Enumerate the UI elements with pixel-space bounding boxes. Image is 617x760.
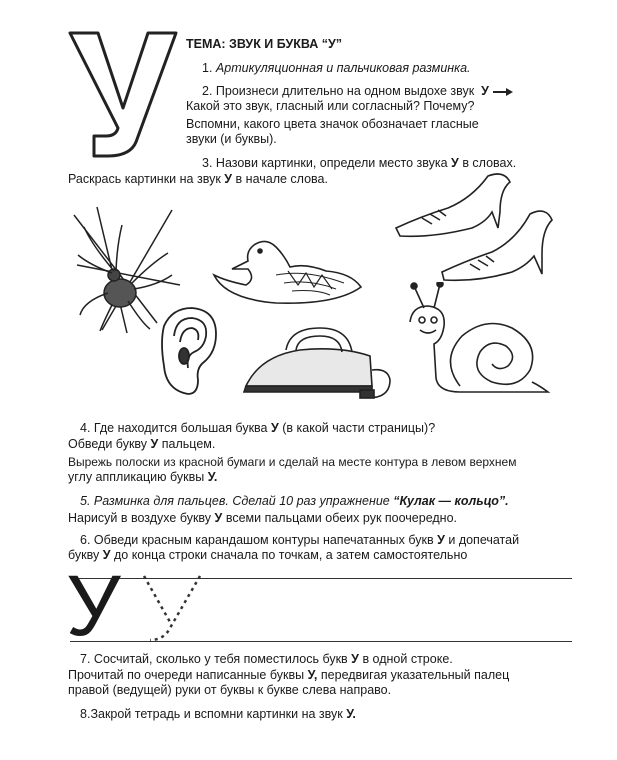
writing-solid-letter: У bbox=[66, 558, 121, 654]
writing-dotted-letter bbox=[140, 566, 204, 646]
task-7-line-1: 7. Сосчитай, сколько у тебя поместилось букв У в одной строке. bbox=[80, 652, 453, 666]
task-2-line-1: 2. Произнеси длительно на одном выдохе звук У bbox=[202, 84, 514, 99]
task-2-line-3: Вспомни, какого цвета значок обозначает гласные bbox=[186, 117, 479, 131]
task-5-line-2: Нарисуй в воздухе букву У всеми пальцами обеих рук поочередно. bbox=[68, 511, 457, 525]
task-7-line-2: Прочитай по очереди написанные буквы У, передвигая указательный палец bbox=[68, 668, 510, 682]
snail-picture bbox=[400, 282, 555, 400]
task-1: 1. Артикуляционная и пальчиковая разминка. bbox=[202, 61, 471, 75]
big-letter-outline bbox=[68, 30, 178, 160]
task-7-line-3: правой (ведущей) руки от буквы к букве слева направо. bbox=[68, 683, 392, 697]
task-4-line-2: Обведи букву У пальцем. bbox=[68, 437, 216, 451]
task-4-line-3: Вырежь полоски из красной бумаги и сделай на месте контура в левом верхнем bbox=[68, 455, 517, 469]
task-4-line-1: 4. Где находится большая буква У (в какой части страницы)? bbox=[80, 421, 436, 435]
task-3-line-1: 3. Назови картинки, определи место звука У в словах. bbox=[202, 156, 517, 170]
page-title: ТЕМА: ЗВУК И БУКВА “У” bbox=[186, 37, 343, 51]
duck-picture bbox=[206, 225, 366, 310]
iron-picture bbox=[240, 320, 400, 402]
task-2-line-4: звуки (и буквы). bbox=[186, 132, 277, 146]
task-6-line-2: букву У до конца строки сначала по точкам, а затем самостоятельно bbox=[68, 548, 468, 562]
task-5-line-1: 5. Разминка для пальцев. Сделай 10 раз упражнение “Кулак — кольцо”. bbox=[80, 494, 509, 508]
ear-picture bbox=[158, 306, 220, 398]
task-2-line-2: Какой это звук, гласный или согласный? Почему? bbox=[186, 99, 475, 113]
task-4-line-4: углу аппликацию буквы У. bbox=[68, 470, 218, 484]
shoes-picture bbox=[392, 168, 557, 283]
arrow-right-icon bbox=[492, 87, 514, 97]
task-3-line-2: Раскрась картинки на звук У в начале слова. bbox=[68, 172, 328, 186]
task-6-line-1: 6. Обведи красным карандашом контуры напечатанных букв У и допечатай bbox=[80, 533, 520, 547]
task-8: 8.Закрой тетрадь и вспомни картинки на звук У. bbox=[80, 707, 356, 721]
